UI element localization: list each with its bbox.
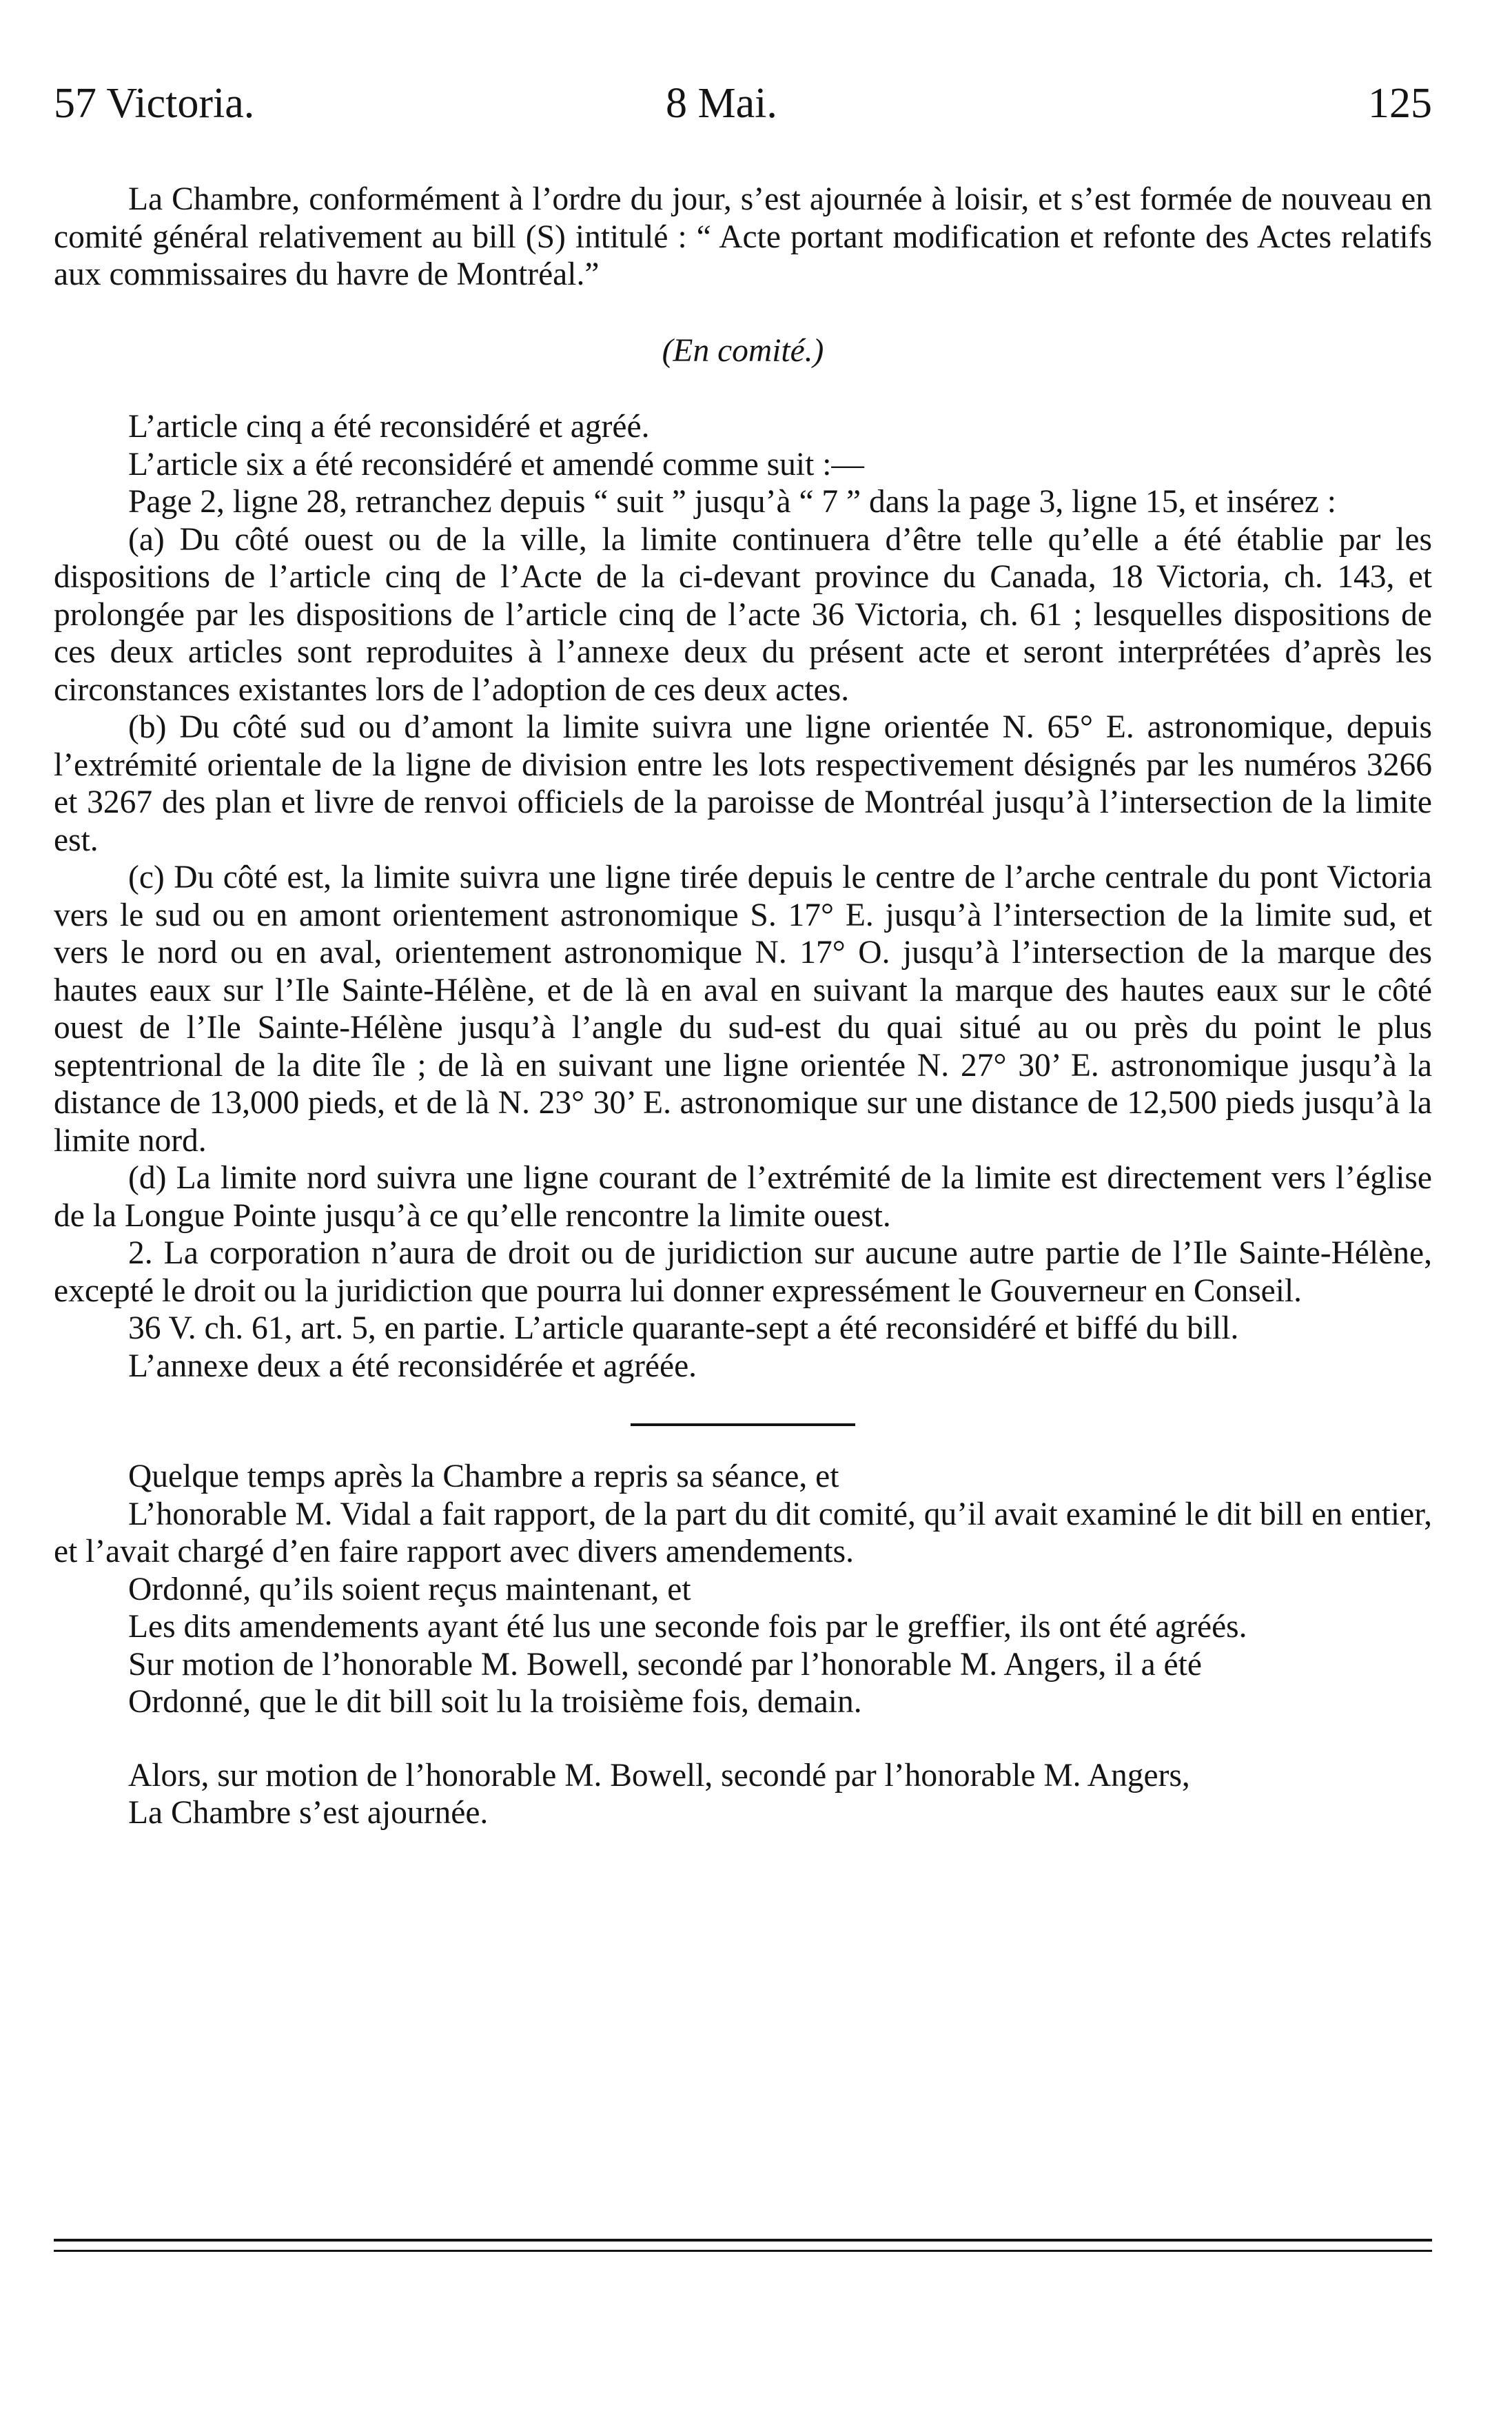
ordered-received-paragraph: Ordonné, qu’ils soient reçus maintenant, et bbox=[128, 1571, 691, 1607]
date-label: 8 Mai. bbox=[666, 80, 777, 127]
clause-a-paragraph: (a) Du côté ouest ou de la ville, la limite continuera d’être telle qu’elle a été établie par les dispositions de l’article cinq de l’Acte de la ci-devant province du Canada, 18 Victoria, ch. 143, et prolongée par les dispositions de l’article cinq de l’acte 36 Victoria, ch. 61 ; lesquelles dispositions de ces deux articles sont reproduites à l’annexe deux du présent acte et seront interprétées d’après les circonstances existantes lors de l’adoption de ces deux actes. bbox=[54, 521, 1432, 708]
footer-rule-bottom bbox=[54, 2250, 1432, 2252]
article-six-paragraph: L’article six a été reconsidéré et amendé comme suit :— bbox=[128, 446, 864, 482]
intro-paragraph: La Chambre, conformément à l’ordre du jour, s’est ajournée à loisir, et s’est formée de nouveau en comité général relativement au bill (S) intitulé : “ Acte portant modification et refonte des Actes relatifs aux commissaires du havre de Montréal.” bbox=[54, 181, 1432, 292]
page-footer-rules bbox=[54, 2239, 1432, 2252]
motion-third-reading-paragraph: Sur motion de l’honorable M. Bowell, secondé par l’honorable M. Angers, il a été bbox=[128, 1646, 1202, 1683]
adjourned-paragraph: La Chambre s’est ajournée. bbox=[128, 1795, 489, 1831]
committee-heading: (En comité.) bbox=[662, 332, 824, 369]
page-number: 125 bbox=[1368, 80, 1432, 127]
amendment-intro-paragraph: Page 2, ligne 28, retranchez depuis “ suit ” jusqu’à “ 7 ” dans la page 3, ligne 15, et insérez : bbox=[128, 484, 1336, 520]
clause-b-paragraph: (b) Du côté sud ou d’amont la limite suivra une ligne orientée N. 65° E. astronomique, depuis l’extrémité orientale de la ligne de division entre les lots respectivement désignés par les numéros 3266 et 3267 des plan et livre de renvoi officiels de la paroisse de Montréal jusqu’à l’intersection de la limite est. bbox=[54, 709, 1432, 858]
paragraph-gap bbox=[54, 1721, 1432, 1757]
clause-d-paragraph: (d) La limite nord suivra une ligne courant de l’extrémité de la limite est directement vers l’église de la Longue Pointe jusqu’à ce qu’elle rencontre la limite ouest. bbox=[54, 1160, 1432, 1234]
amendments-agreed-paragraph: Les dits amendements ayant été lus une seconde fois par le greffier, ils ont été agréés. bbox=[128, 1609, 1247, 1645]
section-divider bbox=[631, 1423, 855, 1426]
article-five-paragraph: L’article cinq a été reconsidéré et agréé. bbox=[128, 409, 650, 445]
annex-two-paragraph: L’annexe deux a été reconsidérée et agréée. bbox=[128, 1348, 697, 1384]
third-reading-order-paragraph: Ordonné, que le dit bill soit lu la troisième fois, demain. bbox=[128, 1684, 862, 1720]
resumed-paragraph: Quelque temps après la Chambre a repris sa séance, et bbox=[128, 1459, 839, 1494]
document-body bbox=[54, 181, 1432, 1832]
session-label: 57 Victoria. bbox=[54, 80, 255, 127]
clause-2-paragraph: 2. La corporation n’aura de droit ou de juridiction sur aucune autre partie de l’Ile Sainte-Hélène, excepté le droit ou la juridiction que pourra lui donner expressément le Gouverneur en Conseil. bbox=[54, 1235, 1432, 1309]
article-47-paragraph: 36 V. ch. 61, art. 5, en partie. L’article quarante-sept a été reconsidéré et biffé du bill. bbox=[128, 1310, 1239, 1346]
report-paragraph: L’honorable M. Vidal a fait rapport, de la part du dit comité, qu’il avait examiné le dit bill en entier, et l’avait chargé d’en faire rapport avec divers amendements. bbox=[54, 1496, 1432, 1569]
footer-rule-top bbox=[54, 2239, 1432, 2242]
page-header bbox=[54, 69, 1432, 138]
clause-c-paragraph: (c) Du côté est, la limite suivra une ligne tirée depuis le centre de l’arche centrale du pont Victoria vers le sud ou en amont orientement astronomique S. 17° E. jusqu’à l’intersection de la limite sud, et vers le nord ou en aval, orientement astronomique N. 17° O. jusqu’à l’intersection de la marque des hautes eaux sur l’Ile Sainte-Hélène, et de là en aval en suivant la marque des hautes eaux sur le côté ouest de l’Ile Sainte-Hélène jusqu’à l’angle du sud-est du quai situé au ou près du point le plus septentrional de la dite île ; de là en suivant une ligne orientée N. 27° 30’ E. astronomique jusqu’à la distance de 13,000 pieds, et de là N. 23° 30’ E. astronomique sur une distance de 12,500 pieds jusqu’à la limite nord. bbox=[54, 860, 1432, 1159]
motion-adjourn-paragraph: Alors, sur motion de l’honorable M. Bowell, secondé par l’honorable M. Angers, bbox=[128, 1757, 1190, 1793]
